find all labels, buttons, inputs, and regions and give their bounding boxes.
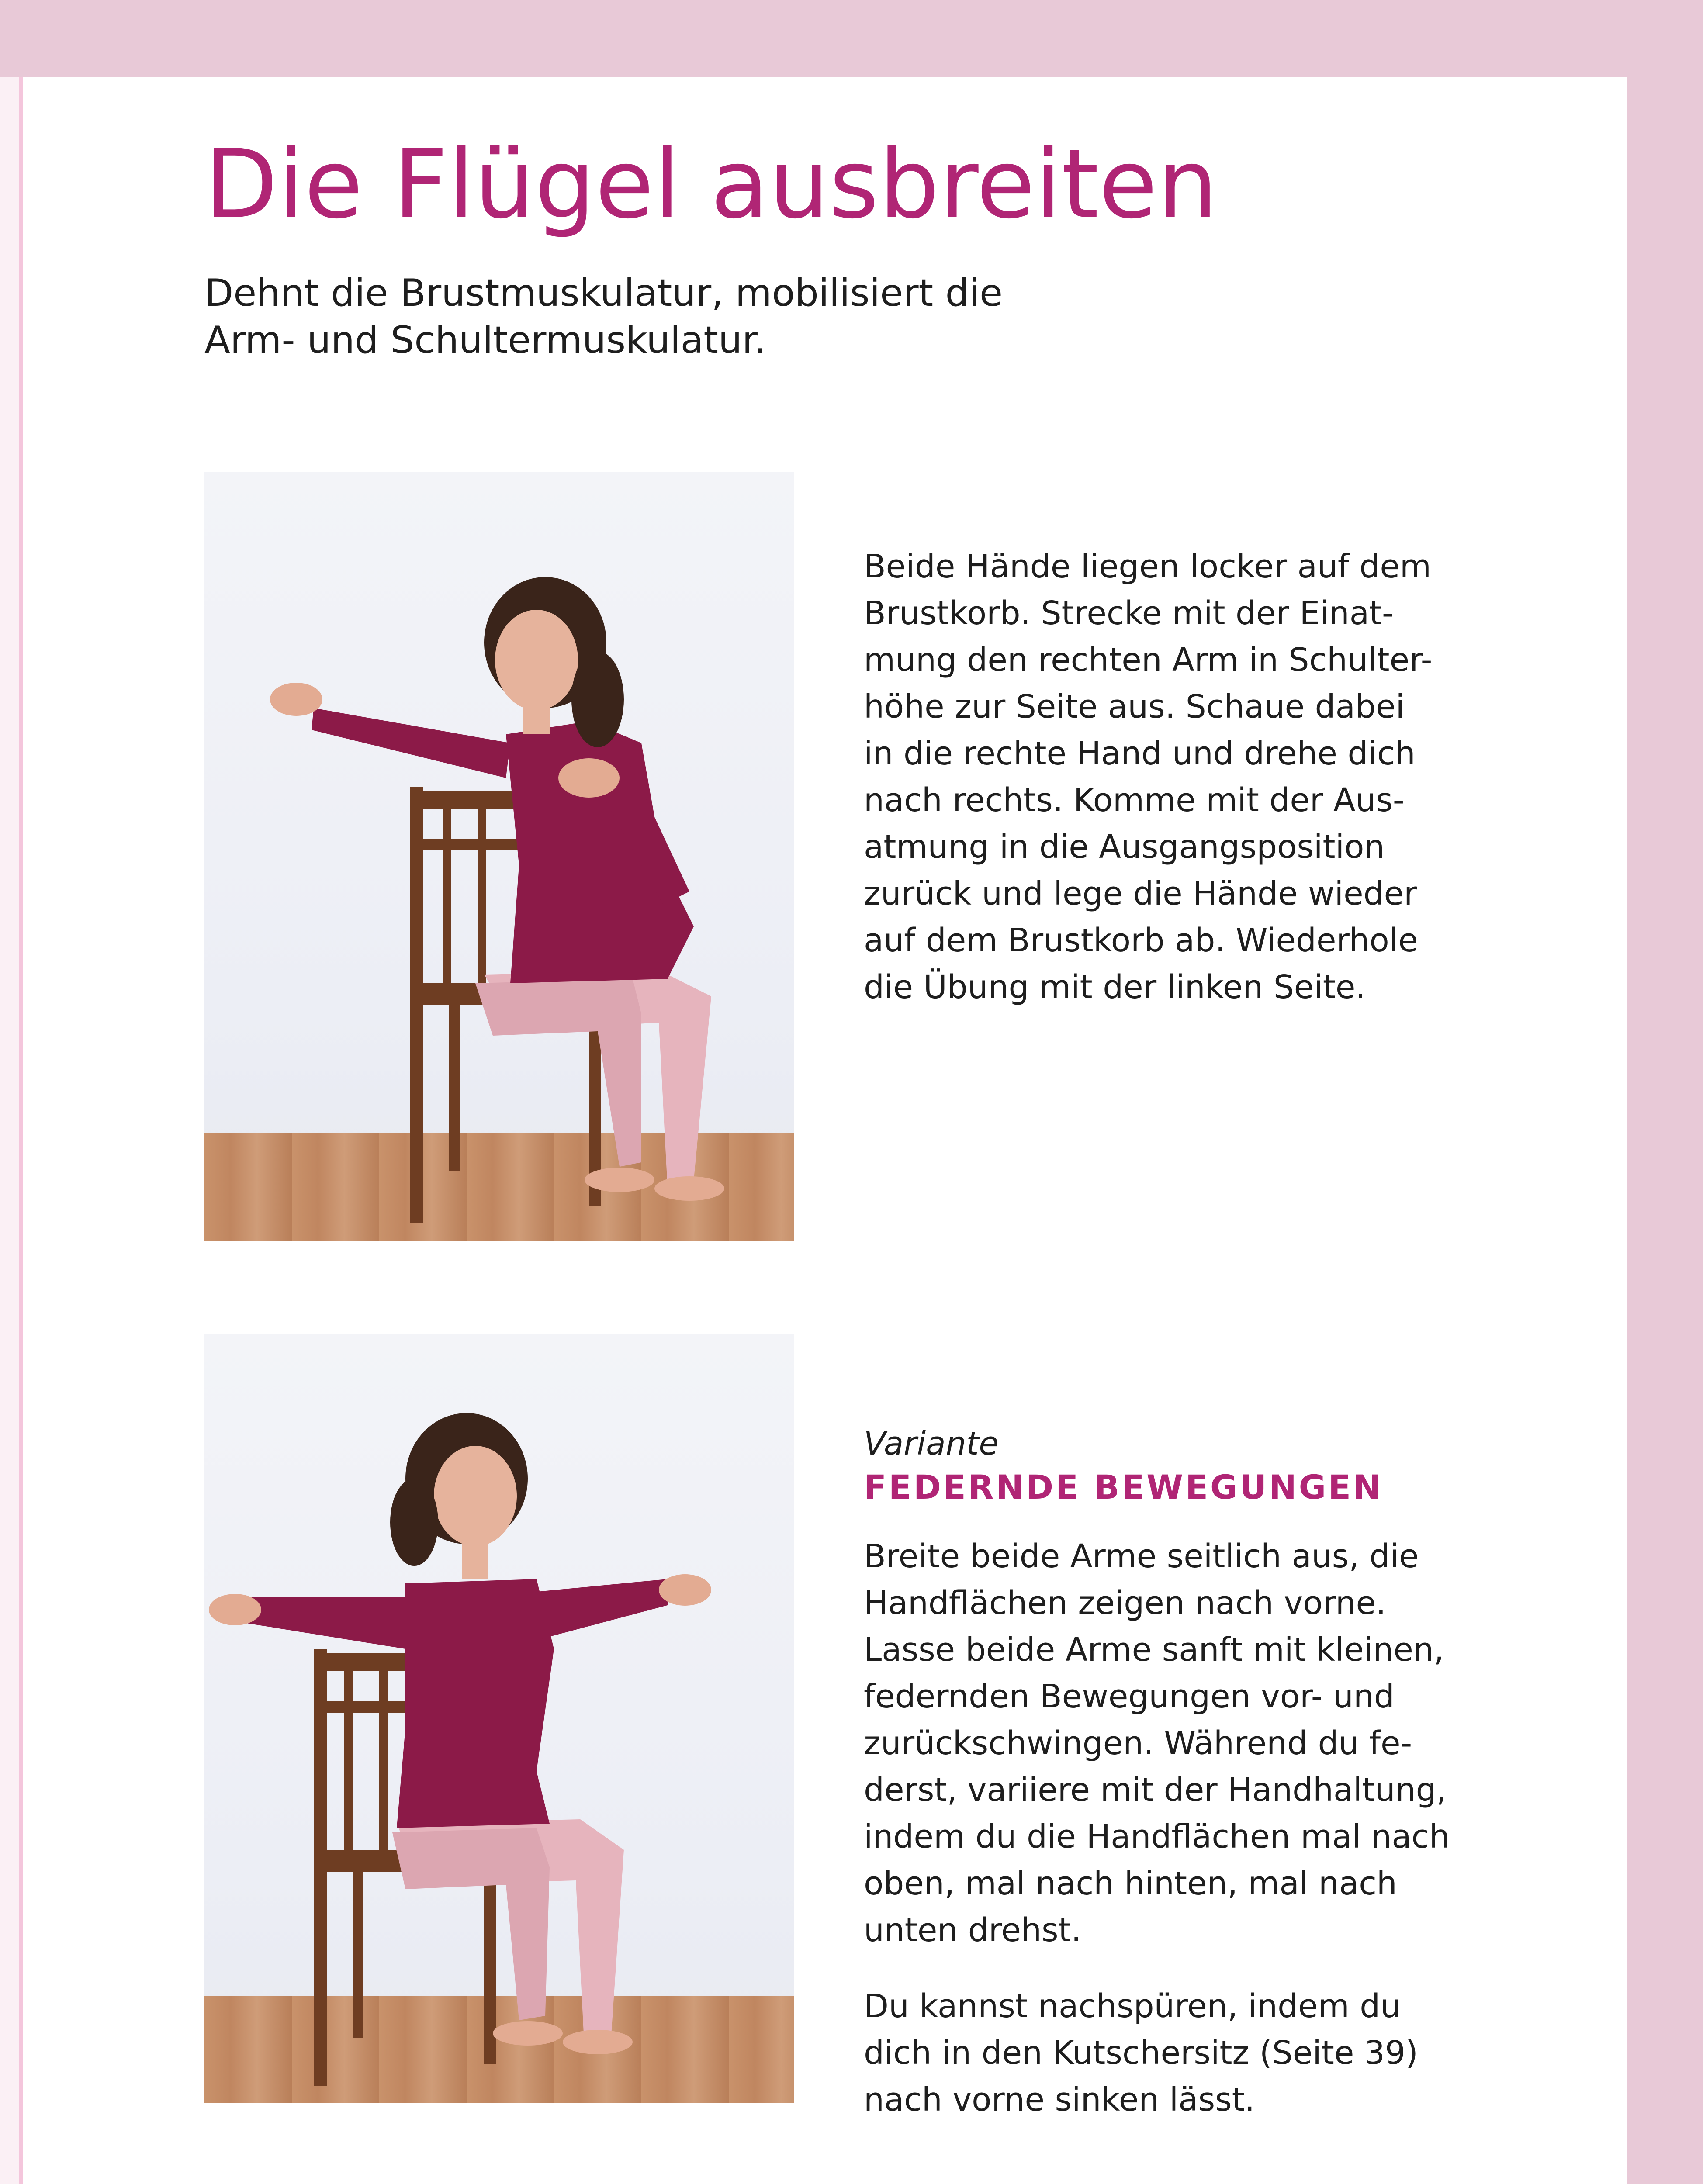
variant-note xyxy=(864,1983,1475,2123)
page-edge-strip xyxy=(0,77,23,2184)
variant-line: federnden Bewegungen vor- und xyxy=(864,1678,1395,1715)
subtitle-line: Dehnt die Brustmuskulatur, mobilisiert die xyxy=(204,271,1003,315)
instruction-line: zurück und lege die Hände wieder xyxy=(864,875,1417,912)
variant-line: indem du die Handflächen mal nach xyxy=(864,1818,1450,1856)
variant-line: Handflächen zeigen nach vorne. xyxy=(864,1584,1386,1622)
instruction-line: höhe zur Seite aus. Schaue dabei xyxy=(864,688,1405,726)
instruction-line: nach rechts. Komme mit der Aus- xyxy=(864,781,1405,819)
note-line: dich in den Kutschersitz (Seite 39) xyxy=(864,2034,1418,2072)
instruction-line: Beide Hände liegen locker auf dem xyxy=(864,548,1431,585)
instruction-line: Brustkorb. Strecke mit der Einat- xyxy=(864,594,1394,632)
note-line: nach vorne sinken lässt. xyxy=(864,2081,1255,2118)
instruction-line: in die rechte Hand und drehe dich xyxy=(864,735,1416,772)
variant-heading: FEDERNDE BEWEGUNGEN xyxy=(864,1468,1383,1507)
variant-line: Breite beide Arme seitlich aus, die xyxy=(864,1538,1419,1575)
page-title: Die Flügel ausbreiten xyxy=(204,129,1218,240)
variant-line: oben, mal nach hinten, mal nach xyxy=(864,1865,1397,1902)
exercise-photo-one-arm xyxy=(204,472,794,1241)
instruction-line: die Übung mit der linken Seite. xyxy=(864,968,1366,1006)
subtitle-line: Arm- und Schultermuskulatur. xyxy=(204,318,766,362)
instruction-text xyxy=(864,543,1475,1011)
variant-line: Lasse beide Arme sanft mit kleinen, xyxy=(864,1631,1444,1669)
woman-one-arm-figure xyxy=(204,472,794,1241)
woman-both-arms-figure xyxy=(204,1334,794,2103)
variant-label: Variante xyxy=(864,1425,999,1462)
note-line: Du kannst nachspüren, indem du xyxy=(864,1987,1401,2025)
instruction-line: auf dem Brustkorb ab. Wiederhole xyxy=(864,922,1418,959)
variant-line: zurückschwingen. Während du fe- xyxy=(864,1724,1412,1762)
instruction-line: atmung in die Ausgangsposition xyxy=(864,828,1385,866)
instruction-line: mung den rechten Arm in Schulter- xyxy=(864,641,1433,679)
exercise-photo-both-arms xyxy=(204,1334,794,2103)
page-subtitle xyxy=(204,270,1166,364)
variant-text xyxy=(864,1533,1475,1954)
variant-line: derst, variiere mit der Handhaltung, xyxy=(864,1771,1447,1809)
variant-line: unten drehst. xyxy=(864,1911,1082,1949)
